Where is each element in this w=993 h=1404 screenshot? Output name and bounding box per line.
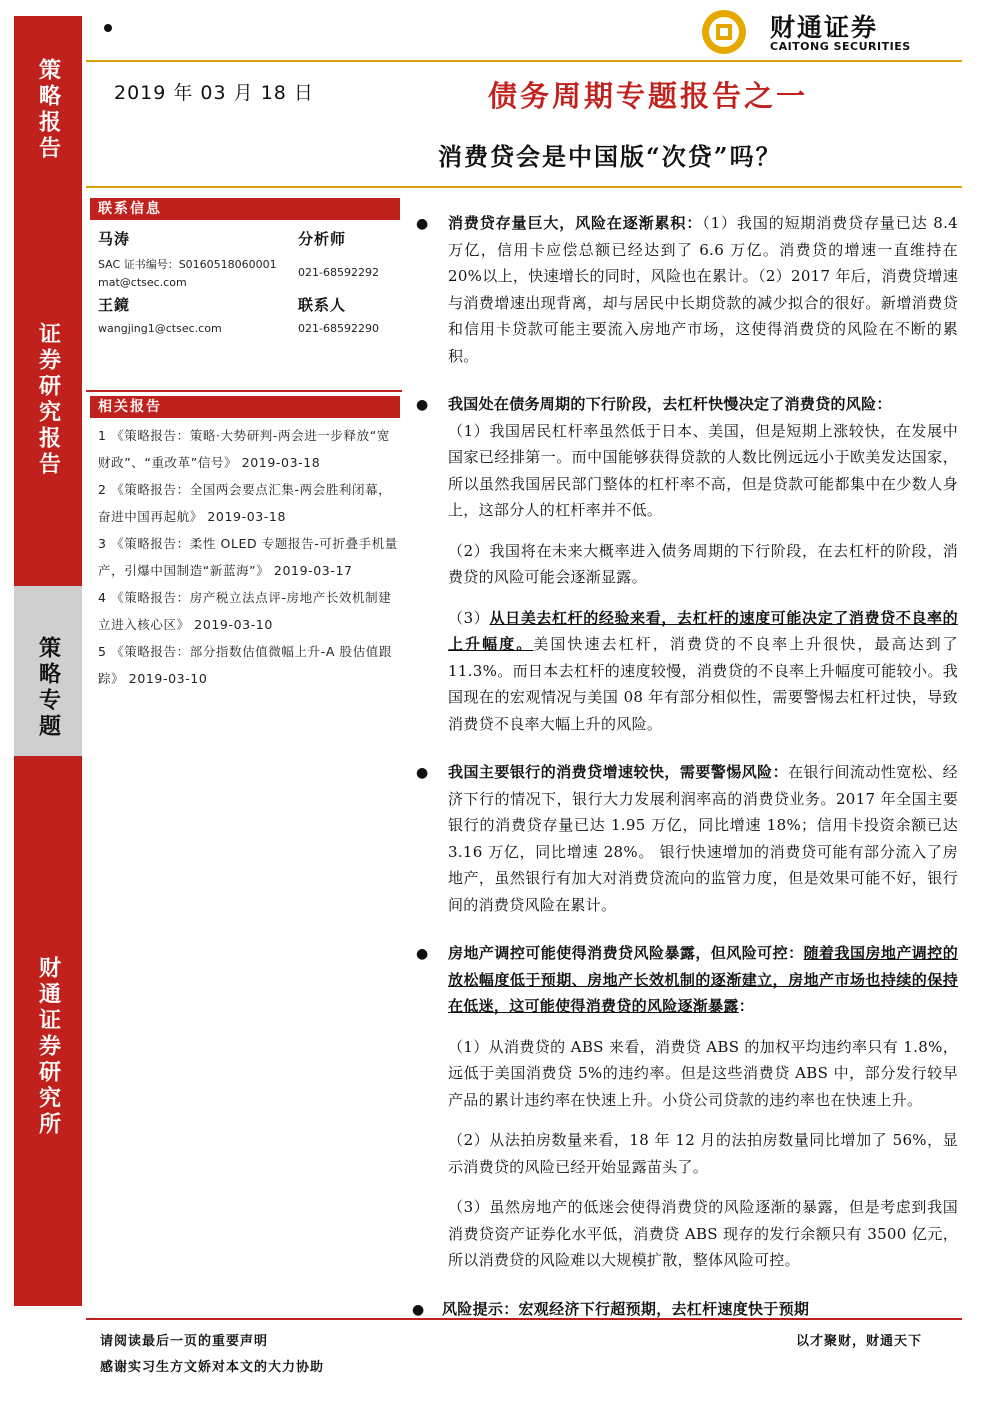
point-2-para-3-text: 美国快速去杠杆，消费贷的不良率上升很快，最高达到了 11.3%。而日本去杠杆的速度较慢，消费贷的不良率上升幅度可能较小。我国现在的宏观情况与美国 08 年有部分相似性，需要警惕去杠杆过快，导致消费贷不良率大幅上升的风险。 xyxy=(448,635,958,733)
related-report-item[interactable]: 2 《策略报告：全国两会要点汇集-两会胜利闭幕，奋进中国再起航》 2019-03-18 xyxy=(98,482,392,524)
point-4-colon: ： xyxy=(738,997,755,1015)
summary-point-2 xyxy=(412,391,958,737)
sidebar-label-securities-research: 证券研究报告 xyxy=(35,322,61,478)
logo-text-en: CAITONG SECURITIES xyxy=(770,40,911,53)
point-2-para-3-lead: 从日美去杠杆的经验来看，去杠杆的速度可能决定了消费贷不良率的上升幅度。 xyxy=(448,608,958,653)
contact-divider xyxy=(86,390,402,392)
company-logo xyxy=(694,6,926,58)
related-report-item[interactable]: 4 《策略报告：房产税立法点评-房地产长效机制建立进入核心区》 2019-03-10 xyxy=(98,590,392,632)
bullet-icon: ● xyxy=(412,1301,425,1318)
bullet-icon: ● xyxy=(416,216,429,232)
analyst-role: 分析师 xyxy=(298,230,347,248)
contact-email[interactable]: wangjing1@ctsec.com xyxy=(98,322,222,335)
coin-logo-icon xyxy=(694,6,754,58)
bullet-dot xyxy=(104,24,112,32)
sidebar-block-institute xyxy=(14,756,82,1306)
analyst-email[interactable]: mat@ctsec.com xyxy=(98,276,187,289)
related-report-item[interactable]: 3 《策略报告：柔性 OLED 专题报告-可折叠手机量产，引爆中国制造“新蓝海”》 2019-03-17 xyxy=(98,536,398,578)
sidebar-label-1: 策略报告 xyxy=(35,58,61,162)
summary-point-1 xyxy=(412,210,958,369)
sidebar-label-3: 财通证券研究所 xyxy=(35,956,61,1138)
point-3-lead: 我国主要银行的消费贷增速较快，需要警惕风险： xyxy=(448,763,789,781)
point-4-para-2: （2）从法拍房数量来看，18 年 12 月的法拍房数量同比增加了 56%，显示消费贷的风险已经开始显露苗头了。 xyxy=(448,1131,958,1176)
point-4-para-3: （3）虽然房地产的低迷会使得消费贷的风险逐渐的暴露，但是考虑到我国消费贷资产证券化水平低，消费贷 ABS 现存的发行余额只有 3500 亿元，所以消费贷的风险难以大规模扩散，整体风险可控。 xyxy=(448,1198,958,1269)
bullet-icon: ● xyxy=(416,765,429,781)
analyst-phone: 021-68592292 xyxy=(298,266,379,279)
page-title: 债务周期专题报告之一 xyxy=(488,79,809,113)
point-2-para-2: （2）我国将在未来大概率进入债务周期的下行阶段，在去杠杆的阶段，消费贷的风险可能会逐渐显露。 xyxy=(448,541,958,586)
point-1-text: （1）我国的短期消费贷存量已达 8.4 万亿，信用卡应偿总额已经达到了 6.6 万亿。消费贷的增速一直维持在 20%以上，快速增长的同时，风险也在累计。（2）2017 年后，消费贷增速与消费增速出现背离，却与居民中长期贷款的减少拟合的很好。新增消费贷和信用卡贷款可能主要流入房地产市场，这使得消费贷的风险在不断的累积。 xyxy=(448,214,958,365)
point-4-lead: 房地产调控可能使得消费贷风险暴露，但风险可控： xyxy=(448,944,804,962)
related-report-list xyxy=(98,422,398,692)
sidebar-label-2: 策略专题 xyxy=(35,636,61,740)
footer-acknowledgement: 感谢实习生方文娇对本文的大力协助 xyxy=(100,1360,325,1375)
point-1-lead: 消费贷存量巨大，风险在逐渐累积： xyxy=(448,214,703,232)
summary-point-3 xyxy=(412,759,958,918)
contact-name: 王鏡 xyxy=(98,296,131,314)
header-divider xyxy=(86,60,962,62)
summary-body xyxy=(412,210,958,1322)
point-4-lead-2: 随着我国房地产调控的放松幅度低于预期、房地产长效机制的逐渐建立，房地产市场也持续的保持在低迷，这可能使得消费贷的风险逐渐暴露 xyxy=(448,944,958,1015)
bullet-icon: ● xyxy=(416,397,429,413)
title-divider xyxy=(86,186,962,188)
bullet-icon: ● xyxy=(416,946,429,962)
footer-divider xyxy=(86,1318,962,1320)
analyst-sac-number: SAC 证书编号：S0160518060001 xyxy=(98,258,277,271)
contact-role: 联系人 xyxy=(298,296,347,314)
related-heading: 相关报告 xyxy=(90,396,400,418)
risk-text: 风险提示：宏观经济下行超预期，去杠杆速度快于预期 xyxy=(442,1299,810,1318)
point-2-lead: 我国处在债务周期的下行阶段，去杠杆快慢决定了消费贷的风险： xyxy=(448,395,892,413)
sidebar-block-strategy-report xyxy=(14,16,82,586)
contact-heading: 联系信息 xyxy=(90,198,400,220)
point-2-para-1: （1）我国居民杠杆率虽然低于日本、美国，但是短期上涨较快，在发展中国家已经排第一。而中国能够获得贷款的人数比例远远小于欧美发达国家，所以虽然我国居民部门整体的杠杆率不高，但是贷款可能都集中在少数人身上，这部分人的杠杆率并不低。 xyxy=(448,421,958,519)
related-report-item[interactable]: 1 《策略报告：策略·大势研判-两会进一步释放“宽财政”、“重改革”信号》 2019-03-18 xyxy=(98,428,390,470)
report-date: 2019 年 03 月 18 日 xyxy=(114,82,314,104)
page-subtitle: 消费贷会是中国版“次贷”吗？ xyxy=(438,142,782,171)
analyst-name: 马涛 xyxy=(98,230,131,248)
point-3-text: 在银行间流动性宽松、经济下行的情况下，银行大力发展利润率高的消费贷业务。2017 年全国主要银行的消费贷存量已达 1.95 万亿，同比增速 18%；信用卡投资余额已达 3.16 万亿，同比增速 28%。 银行快速增加的消费贷可能有部分流入了房地产，虽然银行有加大对消费贷流向的监管力度，但是效果可能不好，银行间的消费贷风险在累计。 xyxy=(448,763,958,914)
logo-text-cn: 财通证券 xyxy=(770,13,879,42)
point-4-para-1: （1）从消费贷的 ABS 来看，消费贷 ABS 的加权平均违约率只有 1.8%，远低于美国消费贷 5%的违约率。但是这些消费贷 ABS 中，部分发行较早产品的累计违约率在快速上升。小贷公司贷款的违约率也在快速上升。 xyxy=(448,1037,958,1109)
footer-disclaimer: 请阅读最后一页的重要声明 xyxy=(100,1334,269,1349)
related-report-item[interactable]: 5 《策略报告：部分指数估值微幅上升-A 股估值跟踪》 2019-03-10 xyxy=(98,644,392,686)
summary-point-4 xyxy=(412,940,958,1274)
sidebar-block-strategy-topic xyxy=(14,586,82,756)
contact-phone: 021-68592290 xyxy=(298,322,379,335)
point-2-para-3-num: （3） xyxy=(448,608,490,627)
vertical-sidebar xyxy=(14,16,82,1306)
footer-slogan: 以才聚财，财通天下 xyxy=(796,1334,923,1349)
